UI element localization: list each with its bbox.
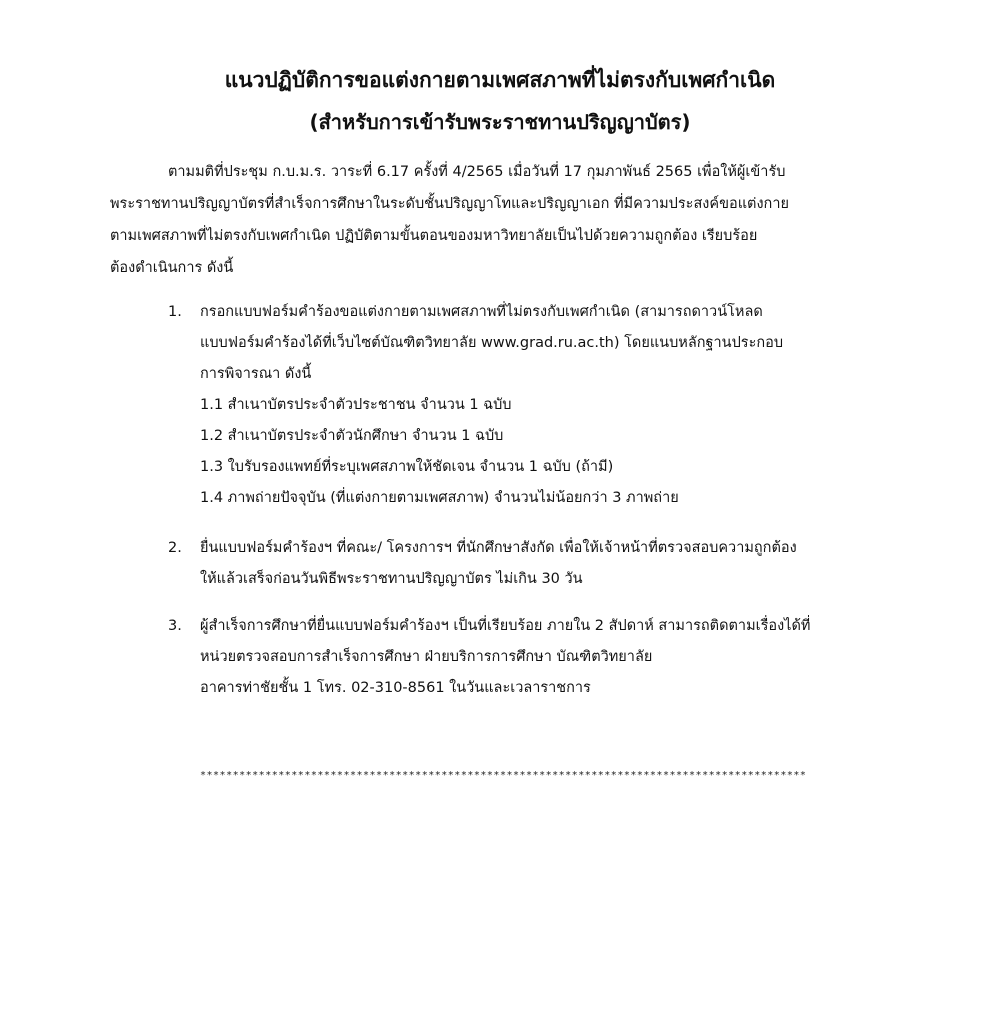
intro-line: ตามเพศสภาพที่ไม่ตรงกับเพศกำเนิด ปฏิบัติตามขั้นตอนของมหาวิทยาลัยเป็นไปด้วยความถูกต้อง เรียบร้อย (110, 228, 758, 244)
step-line: การพิจารณา ดังนี้ (200, 366, 312, 382)
separator-line: ********************************************************************************************* (200, 770, 807, 781)
document-subtitle: (สำหรับการเข้ารับพระราชทานปริญญาบัตร) (309, 110, 691, 134)
sub-item: 1.3 ใบรับรองแพทย์ที่ระบุเพศสภาพให้ชัดเจน จำนวน 1 ฉบับ (ถ้ามี) (200, 459, 614, 475)
step-line: แบบฟอร์มคำร้องได้ที่เว็บไซต์บัณฑิตวิทยาลัย www.grad.ru.ac.th) โดยแนบหลักฐานประกอบ (200, 335, 784, 351)
step-number: 1. (168, 304, 182, 320)
step-line: หน่วยตรวจสอบการสำเร็จการศึกษา ฝ่ายบริการการศึกษา บัณฑิตวิทยาลัย (200, 649, 653, 665)
step-line: กรอกแบบฟอร์มคำร้องขอแต่งกายตามเพศสภาพที่ไม่ตรงกับเพศกำเนิด (สามารถดาวน์โหลด (200, 304, 763, 320)
step-line: อาคารท่าชัยชั้น 1 โทร. 02-310-8561 ในวันและเวลาราชการ (200, 680, 591, 696)
sub-item: 1.1 สำเนาบัตรประจำตัวประชาชน จำนวน 1 ฉบับ (200, 397, 512, 413)
intro-paragraph (110, 156, 945, 284)
step-line: ยื่นแบบฟอร์มคำร้องฯ ที่คณะ/ โครงการฯ ที่นักศึกษาสังกัด เพื่อให้เจ้าหน้าที่ตรวจสอบความถูกต้อง (200, 540, 797, 556)
document-title: แนวปฏิบัติการขอแต่งกายตามเพศสภาพที่ไม่ตรงกับเพศกำเนิด (224, 68, 776, 92)
intro-line: พระราชทานปริญญาบัตรที่สำเร็จการศึกษาในระดับชั้นปริญญาโทและปริญญาเอก ที่มีความประสงค์ขอแต่งกาย (110, 196, 789, 212)
step-number: 3. (168, 618, 182, 634)
intro-line: ต้องดำเนินการ ดังนี้ (110, 260, 234, 276)
intro-line: ตามมติที่ประชุม ก.บ.ม.ร. วาระที่ 6.17 ครั้งที่ 4/2565 เมื่อวันที่ 17 กุมภาพันธ์ 2565 เพื่อให้ผู้เข้ารับ (168, 164, 786, 180)
step-body (200, 533, 960, 595)
step-line: ให้แล้วเสร็จก่อนวันพิธีพระราชทานปริญญาบัตร ไม่เกิน 30 วัน (200, 571, 583, 587)
sub-item: 1.2 สำเนาบัตรประจำตัวนักศึกษา จำนวน 1 ฉบับ (200, 428, 504, 444)
step-number: 2. (168, 540, 182, 556)
step-body (200, 297, 960, 514)
step-line: ผู้สำเร็จการศึกษาที่ยื่นแบบฟอร์มคำร้องฯ เป็นที่เรียบร้อย ภายใน 2 สัปดาห์ สามารถติดตามเรื่องได้ที่ (200, 618, 811, 634)
sub-item: 1.4 ภาพถ่ายปัจจุบัน (ที่แต่งกายตามเพศสภาพ) จำนวนไม่น้อยกว่า 3 ภาพถ่าย (200, 490, 679, 506)
step-body (200, 611, 960, 704)
